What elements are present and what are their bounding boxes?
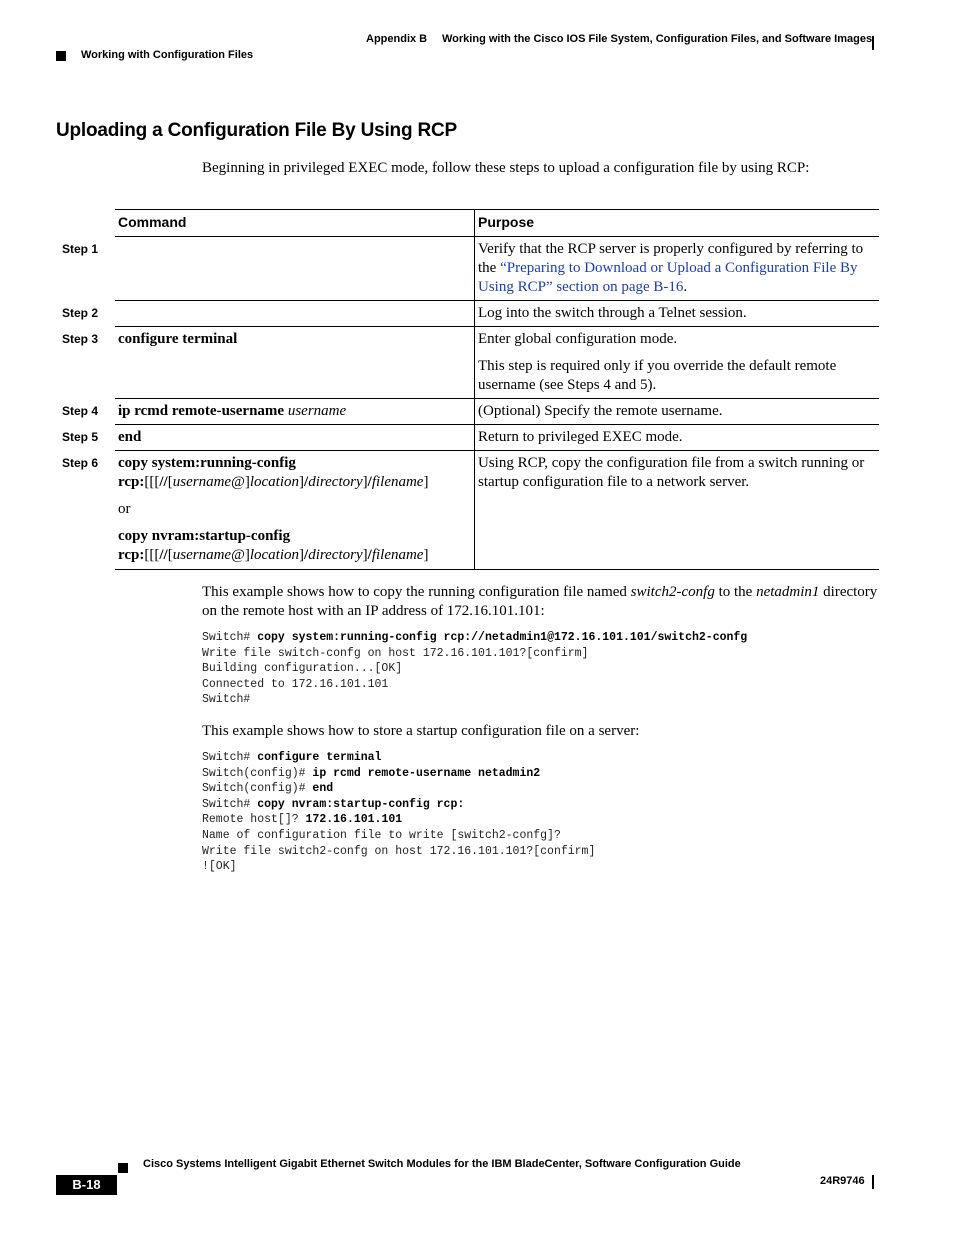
purpose-cell: Enter global configuration mode. This step is required only if you override the default remote username (see Steps 4 and 5). (475, 327, 880, 399)
step-label: Step 6 (62, 456, 99, 470)
header-rule (872, 36, 874, 50)
step-label: Step 5 (62, 430, 99, 444)
code-output: Switch(config)# (202, 766, 313, 780)
code-line (202, 798, 464, 811)
command-text: configure terminal (118, 331, 238, 347)
step-label: Step 2 (62, 306, 99, 320)
step-label: Step 4 (62, 404, 99, 418)
code-line (202, 860, 237, 873)
command-startup-config: copy nvram:startup-config rcp:[[[//[username@]location]/directory]/filename] (118, 528, 429, 563)
code-line (202, 662, 402, 675)
header-marker (56, 51, 66, 61)
code-output: Switch(config)# (202, 782, 313, 796)
command-text: end (118, 429, 142, 445)
code-output: Write file switch-confg on host 172.16.101.101?[confirm] (202, 646, 589, 660)
step-label: Step 3 (62, 332, 99, 346)
command-text: ip rcmd remote-username (118, 403, 285, 419)
code-output: Switch# (202, 693, 251, 707)
code-output: Name of configuration file to write [switch2-confg]? (202, 828, 561, 842)
code-line (202, 751, 381, 764)
code-line (202, 782, 333, 795)
header-command: Command (115, 210, 475, 237)
cross-reference-link[interactable]: “Preparing to Download or Upload a Configuration File By Using RCP” section on page B-16 (478, 260, 858, 295)
purpose-cell: Return to privileged EXEC mode. (475, 425, 880, 451)
code-output: Switch# (202, 797, 258, 811)
step-label: Step 1 (62, 242, 99, 256)
table-row (115, 451, 879, 570)
code-command: 172.16.101.101 (305, 813, 403, 827)
example2-code-block (202, 750, 595, 875)
purpose-cell: Verify that the RCP server is properly configured by referring to the “Preparing to Download or Upload a Configuration File By Using RCP” section on page B-16. (475, 237, 880, 301)
code-line (202, 829, 561, 842)
table-row (115, 399, 879, 425)
header-appendix: Appendix B (366, 33, 428, 45)
code-line (202, 647, 588, 660)
section-heading: Uploading a Configuration File By Using RCP (56, 120, 457, 141)
purpose-cell: Using RCP, copy the configuration file from a switch running or startup configuration file to a network server. (475, 451, 880, 570)
code-line (202, 631, 747, 644)
table-header-row (115, 210, 879, 237)
command-argument: username (287, 403, 347, 419)
code-output: Write file switch2-confg on host 172.16.101.101?[confirm] (202, 844, 596, 858)
code-output: ![OK] (202, 860, 237, 874)
footer-marker (118, 1163, 128, 1173)
header-section: Working with Configuration Files (81, 49, 254, 61)
code-command: copy nvram:startup-config rcp: (257, 797, 465, 811)
code-output: Switch# (202, 631, 258, 644)
code-output: Connected to 172.16.101.101 (202, 677, 389, 691)
code-output: Building configuration...[OK] (202, 662, 403, 676)
footer-rule (872, 1175, 874, 1189)
table-row (115, 425, 879, 451)
table-row (115, 327, 879, 399)
command-running-config: copy system:running-config rcp:[[[//[username@]location]/directory]/filename] (118, 455, 429, 490)
purpose-cell: (Optional) Specify the remote username. (475, 399, 880, 425)
header-chapter-title: Working with the Cisco IOS File System, Configuration Files, and Software Images (442, 33, 873, 45)
code-command: copy system:running-config rcp://netadmin1@172.16.101.101/switch2-confg (257, 631, 748, 644)
code-line (202, 845, 595, 858)
code-line (202, 693, 250, 706)
example1-code-block (202, 630, 747, 708)
footer-title: Cisco Systems Intelligent Gigabit Ethernet Switch Modules for the IBM BladeCenter, Software Configuration Guide (143, 1158, 741, 1170)
example2-paragraph: This example shows how to store a startup configuration file on a server: (202, 723, 640, 739)
doc-number: 24R9746 (820, 1175, 865, 1187)
table-row (115, 301, 879, 327)
steps-table (62, 209, 879, 570)
code-command: configure terminal (257, 751, 382, 764)
code-line (202, 813, 402, 826)
header-purpose: Purpose (475, 210, 880, 237)
page-number: B-18 (56, 1175, 117, 1195)
code-output: Remote host[]? (202, 813, 306, 827)
code-command: end (312, 782, 334, 796)
example1-paragraph: This example shows how to copy the running configuration file named switch2-confg to the netadmin1 directory on the remote host with an IP address of 172.16.101.101: (202, 584, 878, 619)
table-row (115, 237, 879, 301)
intro-paragraph: Beginning in privileged EXEC mode, follow these steps to upload a configuration file by using RCP: (202, 160, 810, 176)
purpose-cell: Log into the switch through a Telnet session. (475, 301, 880, 327)
code-line (202, 678, 388, 691)
code-line (202, 767, 540, 780)
code-command: ip rcmd remote-username netadmin2 (312, 766, 541, 780)
or-text: or (118, 501, 131, 517)
code-output: Switch# (202, 751, 258, 764)
